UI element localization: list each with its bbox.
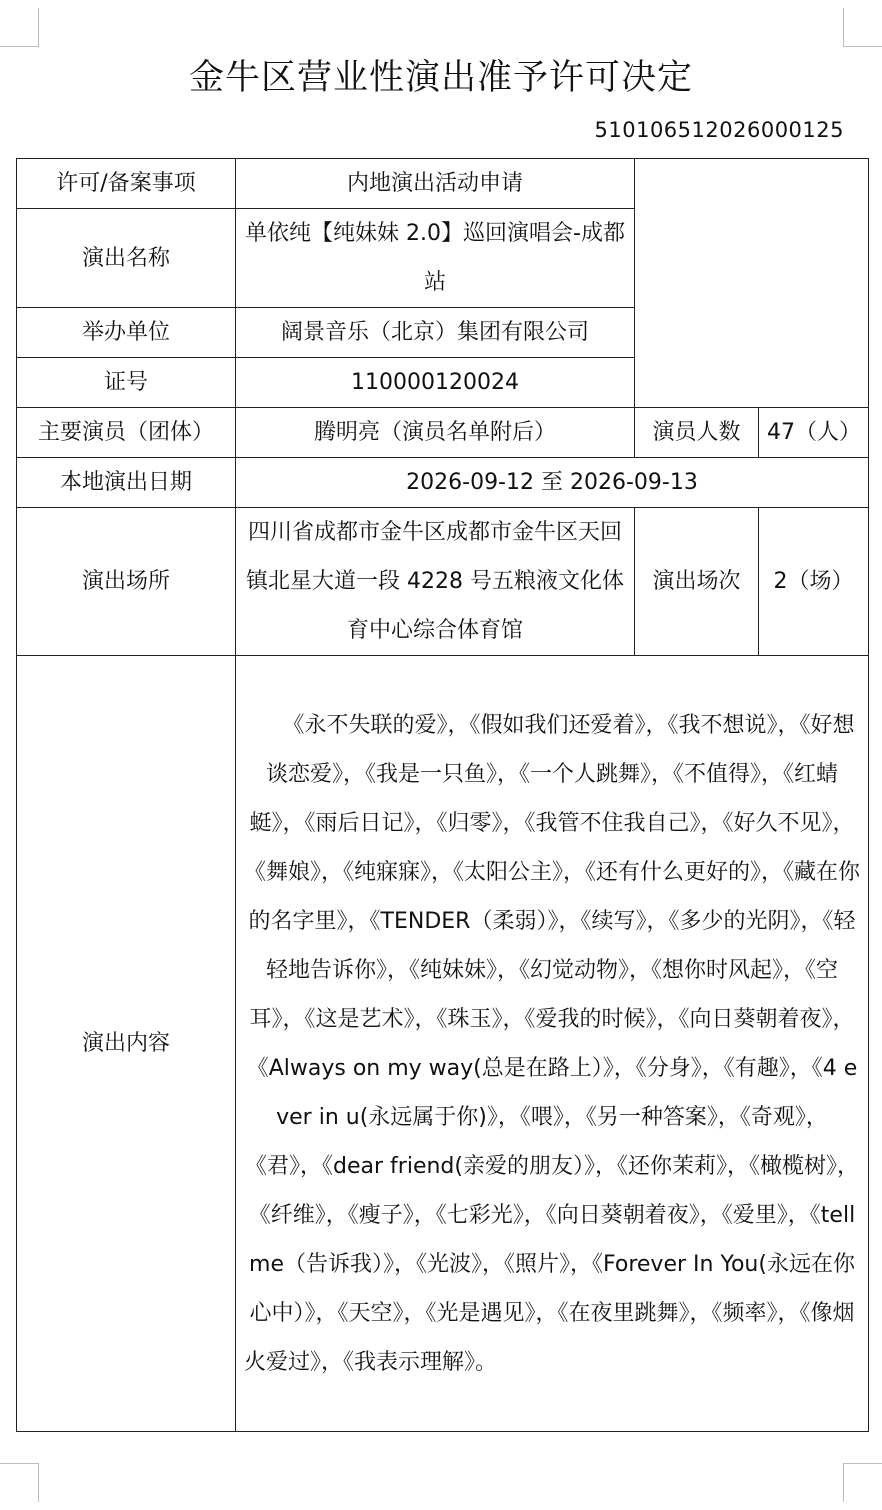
venue-label: 演出场所 bbox=[17, 508, 236, 656]
permit-table bbox=[16, 158, 869, 1432]
organizer-label: 举办单位 bbox=[17, 308, 236, 358]
permit-item-value: 内地演出活动申请 bbox=[236, 159, 635, 209]
venue-value: 四川省成都市金牛区成都市金牛区天回镇北星大道一段 4228 号五粮液文化体育中心综合体育馆 bbox=[236, 508, 635, 656]
row-venue bbox=[17, 508, 869, 656]
crop-mark-bottom-right bbox=[843, 1463, 882, 1502]
content-value: 《永不失联的爱》，《假如我们还爱着》，《我不想说》，《好想谈恋爱》，《我是一只鱼》，《一个人跳舞》，《不值得》，《红蜻蜓》，《雨后日记》，《归零》，《我管不住我自己》，《好久不见》，《舞娘》，《纯寐寐》，《太阳公主》，《还有什么更好的》，《藏在你的名字里》，《TENDER（柔弱）》，《续写》，《多少的光阴》，《轻轻地告诉你》，《纯妹妹》，《幻觉动物》，《想你时风起》，《空耳》，《这是艺术》，《珠玉》，《爱我的时候》，《向日葵朝着夜》，《Always on my way(总是在路上）》，《分身》，《有趣》，《4 ever in u(永远属于你)》，《喂》，《另一种答案》，《奇观》，《君》，《dear friend(亲爱的朋友）》，《还你茉莉》，《橄榄树》，《纤维》，《瘦子》，《七彩光》，《向日葵朝着夜》，《爱里》，《tell me（告诉我）》，《光波》，《照片》，《Forever In You(永远在你心中）》，《天空》，《光是遇见》，《在夜里跳舞》，《频率》，《像烟火爱过》，《我表示理解》。 bbox=[236, 656, 869, 1432]
document-title: 金牛区营业性演出准予许可决定 bbox=[188, 58, 693, 98]
crop-mark-top-left bbox=[0, 8, 39, 47]
performers-value: 腾明亮（演员名单附后） bbox=[236, 408, 635, 458]
performer-count-value: 47（人） bbox=[759, 408, 869, 458]
row-permit-item bbox=[17, 159, 869, 209]
dates-label: 本地演出日期 bbox=[17, 458, 236, 508]
show-name-value: 单依纯【纯妹妹 2.0】巡回演唱会-成都站 bbox=[236, 209, 635, 308]
organizer-value: 阔景音乐（北京）集团有限公司 bbox=[236, 308, 635, 358]
sessions-value: 2（场） bbox=[759, 508, 869, 656]
document-number: 510106512026000125 bbox=[594, 118, 844, 142]
license-no-value: 110000120024 bbox=[236, 358, 635, 408]
content-label: 演出内容 bbox=[17, 656, 236, 1432]
sessions-label: 演出场次 bbox=[635, 508, 759, 656]
permit-item-label: 许可/备案事项 bbox=[17, 159, 236, 209]
blank-merged-cell bbox=[635, 159, 869, 408]
performers-label: 主要演员（团体） bbox=[17, 408, 236, 458]
row-dates bbox=[17, 458, 869, 508]
performer-count-label: 演员人数 bbox=[635, 408, 759, 458]
crop-mark-bottom-left bbox=[0, 1463, 39, 1502]
license-no-label: 证号 bbox=[17, 358, 236, 408]
show-name-label: 演出名称 bbox=[17, 209, 236, 308]
row-performers bbox=[17, 408, 869, 458]
crop-mark-top-right bbox=[843, 8, 882, 47]
row-content bbox=[17, 656, 869, 1432]
dates-value: 2026-09-12 至 2026-09-13 bbox=[236, 458, 869, 508]
